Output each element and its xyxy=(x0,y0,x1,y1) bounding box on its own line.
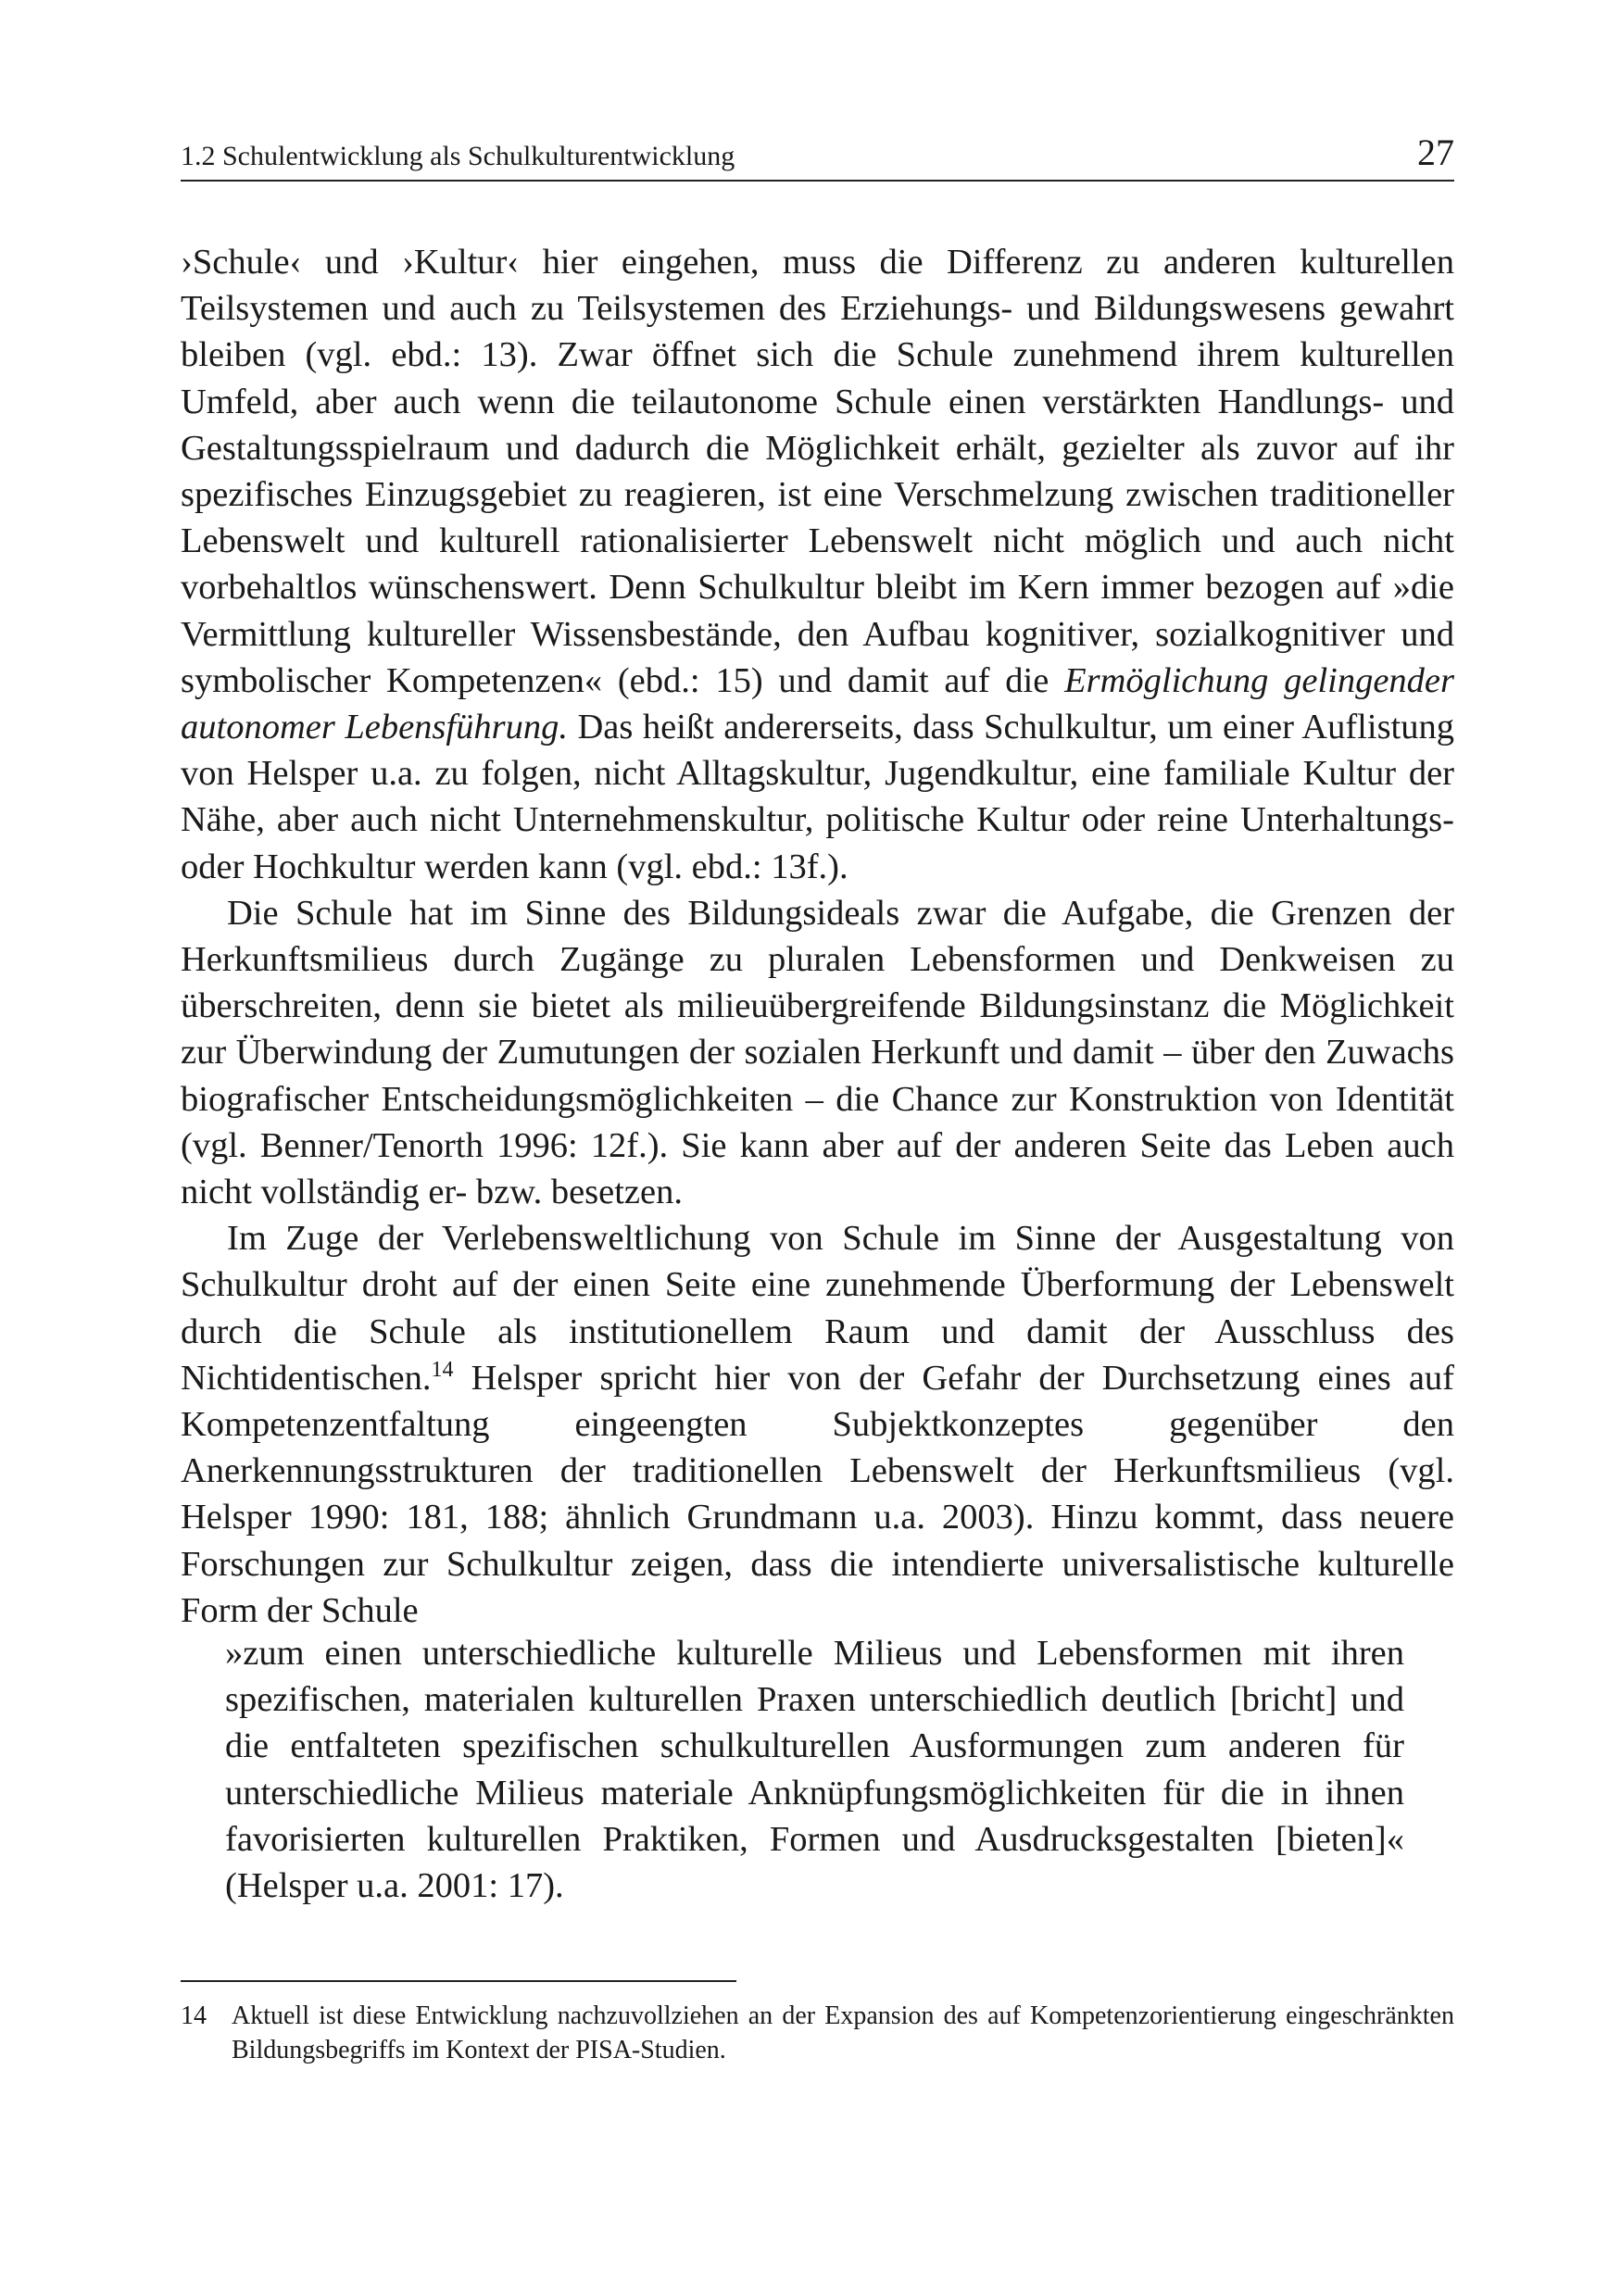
running-head xyxy=(181,128,1454,182)
block-quote xyxy=(225,1630,1404,1909)
paragraph-1-text-a: ›Schule‹ und ›Kultur‹ hier eingehen, muss die Differenz zu anderen kulturellen Teilsystemen und auch zu Teilsystemen des Erziehungs- und Bildungswesens gewahrt bleiben (vgl. ebd.: 13). Zwar öffnet sich die Schule zunehmend ihrem kulturellen Umfeld, aber auch wenn die teilautonome Schule einen verstärkten Handlungs- und Gestaltungsspielraum und dadurch die Möglichkeit erhält, gezielter als zuvor auf ihr spezifisches Einzugsgebiet zu reagieren, ist eine Verschmelzung zwischen traditioneller Lebenswelt und kulturell rationalisierter Lebenswelt nicht möglich und auch nicht vorbehaltlos wünschenswert. Denn Schulkultur bleibt im Kern immer bezogen auf »die Vermittlung kultureller Wissensbestände, den Aufbau kognitiver, sozialkognitiver und symbolischer Kompetenzen« (ebd.: 15) und damit auf die xyxy=(181,243,1454,700)
paragraph-1-emphasis: Ermöglichung gelingender autonomer Lebensführung. xyxy=(181,660,1454,747)
paragraph-1 xyxy=(181,239,1454,890)
paragraph-2: Die Schule hat im Sinne des Bildungsideals zwar die Aufgabe, die Grenzen der Herkunftsmilieus durch Zugänge zu pluralen Lebensformen und Denkweisen zu überschreiten, denn sie bietet als milieuübergreifende Bildungsinstanz die Möglichkeit zur Überwindung der Zumutungen der sozialen Herkunft und damit – über den Zuwachs biografischer Entscheidungsmöglichkeiten – die Chance zur Konstruktion von Identität (vgl. Benner/Tenorth 1996: 12f.). Sie kann aber auf der anderen Seite das Leben auch nicht vollständig er- bzw. besetzen. xyxy=(181,893,1454,1212)
footnote-divider xyxy=(181,1980,736,1982)
block-quote-text: »zum einen unterschiedliche kulturelle Milieus und Lebensformen mit ihren spezifischen, materialen kulturellen Praxen unterschiedlich deutlich [bricht] und die entfalteten spezifischen schulkulturellen Ausformungen zum anderen für unterschiedliche Milieus materiale Anknüpfungsmöglichkeiten für die in ihnen favorisierten kulturellen Praktiken, Formen und Ausdrucksgestalten [bieten]« (Helsper u.a. 2001: 17). xyxy=(225,1634,1404,1906)
page-number: 27 xyxy=(1417,132,1454,173)
section-title: 1.2 Schulentwicklung als Schulkulturentwicklung xyxy=(181,141,735,171)
footnote-text: Aktuell ist diese Entwicklung nachzuvollziehen an der Expansion des auf Kompetenzorientierung eingeschränkten Bildungsbegriffs im Kontext der PISA-Studien. xyxy=(232,2001,1454,2064)
paragraph-1-text-b: Das heißt andererseits, dass Schulkultur, um einer Auflistung von Helsper u.a. zu folgen, nicht Alltagskultur, Jugendkultur, eine familiale Kultur der Nähe, aber auch nicht Unternehmenskultur, politische Kultur oder reine Unterhaltungs- oder Hochkultur werden kann (vgl. ebd.: 13f.). xyxy=(181,708,1455,886)
main-text xyxy=(181,239,1454,1634)
paragraph-3-text-b: Helsper spricht hier von der Gefahr der Durchsetzung eines auf Kompetenzentfaltung eingeengten Subjektkonzeptes gegenüber den Anerkennungsstrukturen der traditionellen Lebenswelt der Herkunftsmilieus (vgl. Helsper 1990: 181, 188; ähnlich Grundmann u.a. 2003). Hinzu kommt, dass neuere Forschungen zur Schulkultur zeigen, dass die intendierte universalistische kulturelle Form der Schule xyxy=(181,1358,1454,1630)
footnote-number: 14 xyxy=(181,2001,207,2030)
footnote xyxy=(181,1999,1454,2067)
footnote-reference[interactable]: 14 xyxy=(431,1357,454,1382)
paragraph-3 xyxy=(181,1215,1454,1634)
paragraph-3-text-a: Im Zuge der Verlebensweltlichung von Schule im Sinne der Ausgestaltung von Schulkultur droht auf der einen Seite eine zunehmende Überformung der Lebenswelt durch die Schule als institutionellem Raum und damit der Ausschluss des Nichtidentischen. xyxy=(181,1219,1454,1398)
